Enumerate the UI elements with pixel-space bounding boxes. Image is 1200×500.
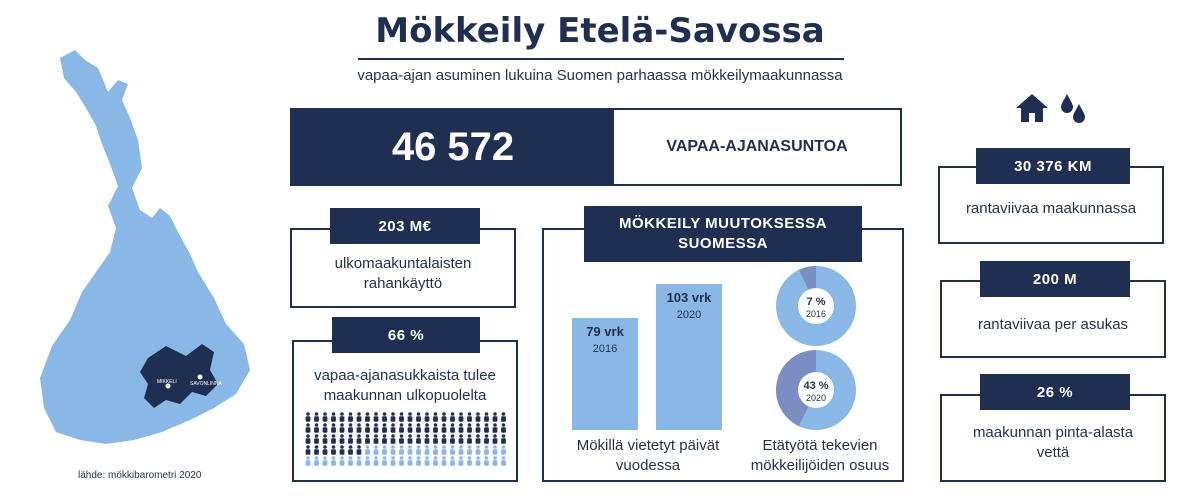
bars-caption: Mökillä vietetyt päivät vuodessa [576, 437, 720, 474]
person-icon [306, 423, 311, 433]
person-icon [459, 456, 464, 466]
water-drops-icon [1058, 92, 1088, 124]
person-icon [374, 412, 379, 422]
bar-value-label: 103 vrk [666, 290, 712, 305]
person-icon [399, 456, 404, 466]
pies-caption: Etätyötä tekevien mökkeilijöiden osuus [750, 437, 890, 474]
person-icon [433, 445, 438, 455]
person-icon [314, 434, 319, 444]
person-icon [314, 445, 319, 455]
person-icon [425, 412, 430, 422]
person-icon [442, 423, 447, 433]
person-icon [331, 412, 336, 422]
person-icon [340, 456, 345, 466]
person-icon [493, 412, 498, 422]
person-icon [314, 423, 319, 433]
person-icon [459, 434, 464, 444]
person-icon [450, 445, 455, 455]
pie-value-label: 7 % [806, 296, 826, 308]
person-icon [459, 423, 464, 433]
person-icon [467, 412, 472, 422]
person-icon [425, 434, 430, 444]
person-icon [442, 456, 447, 466]
person-icon [476, 434, 481, 444]
spending-text: ulkomaakuntalaisten rahankäyttö [334, 255, 472, 292]
person-icon [501, 434, 506, 444]
city-label-mikkeli: MIKKELI [157, 379, 177, 385]
person-icon [501, 412, 506, 422]
person-icon [374, 456, 379, 466]
person-icon [391, 456, 396, 466]
person-icon [382, 456, 387, 466]
person-icon [484, 412, 489, 422]
person-icon [357, 456, 362, 466]
person-icon [442, 434, 447, 444]
person-icon [331, 445, 336, 455]
person-icon [365, 445, 370, 455]
person-icon [408, 445, 413, 455]
water-text: maakunnan pinta-alasta vettä [972, 424, 1134, 461]
person-icon [484, 445, 489, 455]
pie-2020 [776, 350, 856, 430]
person-icon [476, 445, 481, 455]
page-title: Mökkeily Etelä-Savossa [375, 11, 825, 51]
person-icon [399, 434, 404, 444]
person-icon [357, 412, 362, 422]
person-icon [408, 456, 413, 466]
person-icon [340, 412, 345, 422]
person-icon [331, 434, 336, 444]
person-icon [459, 412, 464, 422]
person-icon [408, 434, 413, 444]
bar-2020 [656, 284, 722, 430]
person-icon [416, 445, 421, 455]
days-bar-chart [560, 270, 740, 436]
house-icon [1014, 92, 1050, 124]
person-icon [484, 456, 489, 466]
pie-year-label: 2020 [805, 393, 827, 403]
visitors-value: 66 % [332, 317, 480, 353]
person-icon [306, 434, 311, 444]
person-icon [365, 456, 370, 466]
person-icon [374, 445, 379, 455]
finland-map [30, 40, 270, 470]
person-icon [374, 423, 379, 433]
city-label-savonlinna: SAVONLINNA [190, 381, 222, 387]
person-icon [493, 423, 498, 433]
person-icon [493, 434, 498, 444]
bar-value-label: 79 vrk [586, 324, 624, 340]
trend-title: MÖKKEILY MUUTOKSESSA SUOMESSA [584, 206, 862, 262]
person-icon [348, 456, 353, 466]
person-icon [391, 423, 396, 433]
person-icon [467, 445, 472, 455]
hero-panel [290, 108, 902, 186]
pie-value-label: 43 % [803, 380, 829, 392]
person-icon [425, 456, 430, 466]
person-icon [484, 423, 489, 433]
water-value: 26 % [980, 374, 1130, 410]
person-icon [382, 445, 387, 455]
person-icon [357, 423, 362, 433]
person-icon [425, 423, 430, 433]
page-subtitle: vapaa-ajan asuminen lukuina Suomen parhaassa mökkeilymaakunnassa [357, 66, 843, 84]
person-icon [416, 456, 421, 466]
person-icon [476, 456, 481, 466]
person-icon [476, 412, 481, 422]
person-icon [365, 434, 370, 444]
remote-work-pies [762, 264, 872, 434]
person-icon [323, 423, 328, 433]
hero-label: VAPAA-AJANASUNTOA [666, 138, 848, 155]
person-icon [408, 412, 413, 422]
per-person-text: rantaviivaa per asukas [977, 316, 1129, 333]
hero-number: 46 572 [292, 110, 614, 184]
person-icon [433, 434, 438, 444]
person-icon [382, 434, 387, 444]
person-icon [399, 423, 404, 433]
person-icon [382, 412, 387, 422]
person-icon [391, 412, 396, 422]
person-icon [340, 434, 345, 444]
person-icon [467, 434, 472, 444]
person-icon [374, 434, 379, 444]
person-icon [493, 445, 498, 455]
person-icon [467, 456, 472, 466]
person-icon [348, 423, 353, 433]
person-icon [391, 434, 396, 444]
pie-year-label: 2016 [805, 309, 827, 319]
person-icon [450, 456, 455, 466]
person-icon [348, 412, 353, 422]
person-icon [399, 412, 404, 422]
person-icon [348, 434, 353, 444]
person-icon [450, 423, 455, 433]
shoreline-text: rantaviivaa maakunnassa [965, 200, 1137, 217]
person-icon [476, 423, 481, 433]
person-icon [484, 434, 489, 444]
bar-year-label: 2016 [592, 343, 618, 356]
person-icon [365, 412, 370, 422]
person-icon [450, 434, 455, 444]
person-icon [323, 434, 328, 444]
person-icon [459, 445, 464, 455]
person-icon [501, 423, 506, 433]
person-icon [323, 456, 328, 466]
per-person-value: 200 M [980, 261, 1130, 297]
person-icon [340, 423, 345, 433]
person-icon [306, 412, 311, 422]
person-icon [323, 445, 328, 455]
person-icon [306, 456, 311, 466]
person-icon [425, 445, 430, 455]
person-icon [348, 445, 353, 455]
title-underline [358, 58, 844, 60]
person-icon [331, 456, 336, 466]
pie-2016 [776, 266, 856, 346]
city-dot-savonlinna [198, 375, 203, 380]
person-icon [340, 445, 345, 455]
person-icon [399, 445, 404, 455]
person-icon [331, 423, 336, 433]
person-icon [391, 445, 396, 455]
person-icon [442, 445, 447, 455]
person-icon [323, 412, 328, 422]
person-icon [433, 456, 438, 466]
person-icon [357, 434, 362, 444]
person-icon [416, 423, 421, 433]
shoreline-value: 30 376 KM [976, 148, 1130, 184]
person-icon [493, 456, 498, 466]
person-icon [314, 412, 319, 422]
person-icon [416, 434, 421, 444]
person-icon [467, 423, 472, 433]
people-pictogram [304, 412, 508, 468]
spending-value: 203 M€ [330, 208, 480, 244]
person-icon [408, 423, 413, 433]
person-icon [433, 423, 438, 433]
visitors-text: vapaa-ajanasukkaista tulee maakunnan ulkopuolelta [314, 367, 496, 404]
person-icon [450, 412, 455, 422]
person-icon [501, 456, 506, 466]
person-icon [442, 412, 447, 422]
person-icon [306, 445, 311, 455]
person-icon [357, 445, 362, 455]
person-icon [501, 445, 506, 455]
person-icon [314, 456, 319, 466]
bar-year-label: 2020 [676, 309, 702, 321]
source-note: lähde: mökkibarometri 2020 [78, 470, 202, 481]
person-icon [416, 412, 421, 422]
person-icon [365, 423, 370, 433]
person-icon [433, 412, 438, 422]
person-icon [382, 423, 387, 433]
